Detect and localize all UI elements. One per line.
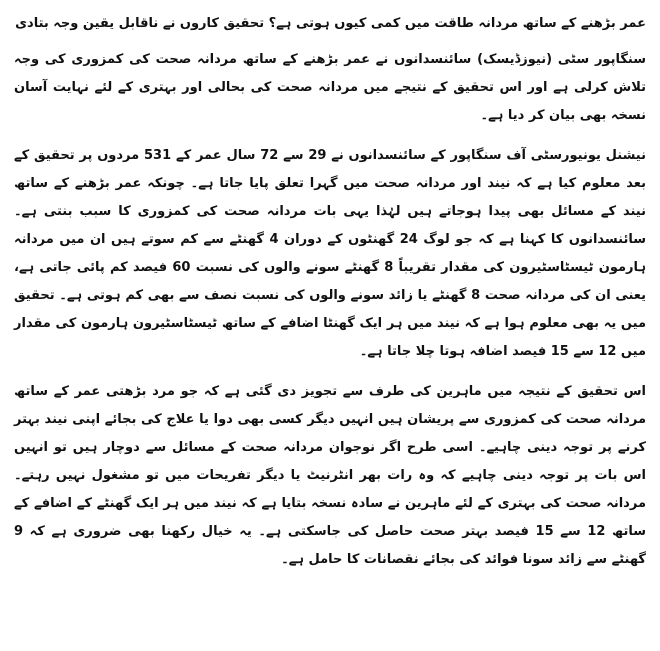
article-headline: عمر بڑھنے کے ساتھ مردانہ طاقت میں کمی کیوں ہوتی ہے؟ تحقیق کاروں نے ناقابل یقین وجہ بتادی [15,16,646,31]
article-paragraph-research: نیشنل یونیورسٹی آف سنگاپور کے سائنسدانوں نے 29 سے 72 سال عمر کے 531 مردوں پر تحقیق کے بعد معلوم کیا ہے کہ نیند اور مردانہ صحت میں گہرا تعلق پایا جاتا ہے۔ چونکہ عمر بڑھنے کے ساتھ نیند کے مسائل بھی پیدا ہوجاتے ہیں لہٰذا یہی بات مردانہ صحت کی کمزوری کا سبب بنتی ہے۔ سائنسدانوں کا کہنا ہے کہ جو لوگ 24 گھنٹوں کے دوران 4 گھنٹے سے کم سوتے ہیں ان میں مردانہ ہارمون ٹیسٹاسٹیرون کی مقدار تقریباً 8 گھنٹے سونے والوں کی نسبت 60 فیصد کم پائی جاتی ہے، یعنی ان کی مردانہ صحت 8 گھنٹے یا زائد سونے والوں کی نسبت نصف سے بھی کم ہوتی ہے۔ تحقیق میں یہ بھی معلوم ہوا ہے کہ نیند میں ہر ایک گھنٹا اضافے کے ساتھ ٹیسٹاسٹیرون ہارمون کی مقدار میں 12 سے 15 فیصد اضافہ ہوتا چلا جاتا ہے۔ [14,148,647,359]
article-paragraph-advice: اس تحقیق کے نتیجہ میں ماہرین کی طرف سے تجویز دی گئی ہے کہ جو مرد بڑھتی عمر کے ساتھ مردانہ صحت کی کمزوری سے پریشان ہیں انہیں دیگر کسی بھی دوا یا علاج کی بجائے اپنی نیند بہتر کرنے پر توجہ دینی چاہیے۔ اسی طرح اگر نوجوان مردانہ صحت کے مسائل سے دوچار ہیں تو انہیں اس بات پر توجہ دینی چاہیے کہ وہ رات بھر انٹرنیٹ یا دیگر تفریحات میں تو مشغول نہیں رہتے۔ مردانہ صحت کی بہتری کے لئے ماہرین نے سادہ نسخہ بتایا ہے کہ نیند میں ہر ایک گھنٹے کے اضافے کے ساتھ 12 سے 15 فیصد بہتر صحت حاصل کی جاسکتی ہے۔ یہ خیال رکھنا بھی ضروری ہے کہ 9 گھنٹے سے زائد سونا فوائد کی بجائے نقصانات کا حامل ہے۔ [14,384,647,567]
article-paragraph-intro: سنگاپور سٹی (نیوزڈیسک) سائنسدانوں نے عمر بڑھنے کے ساتھ مردانہ صحت کی کمزوری کی وجہ تلاش کرلی ہے اور اس تحقیق کے نتیجے میں مردانہ صحت کی بحالی اور بہتری کے لئے نہایت آسان نسخہ بھی بیان کر دیا ہے۔ [14,52,646,123]
